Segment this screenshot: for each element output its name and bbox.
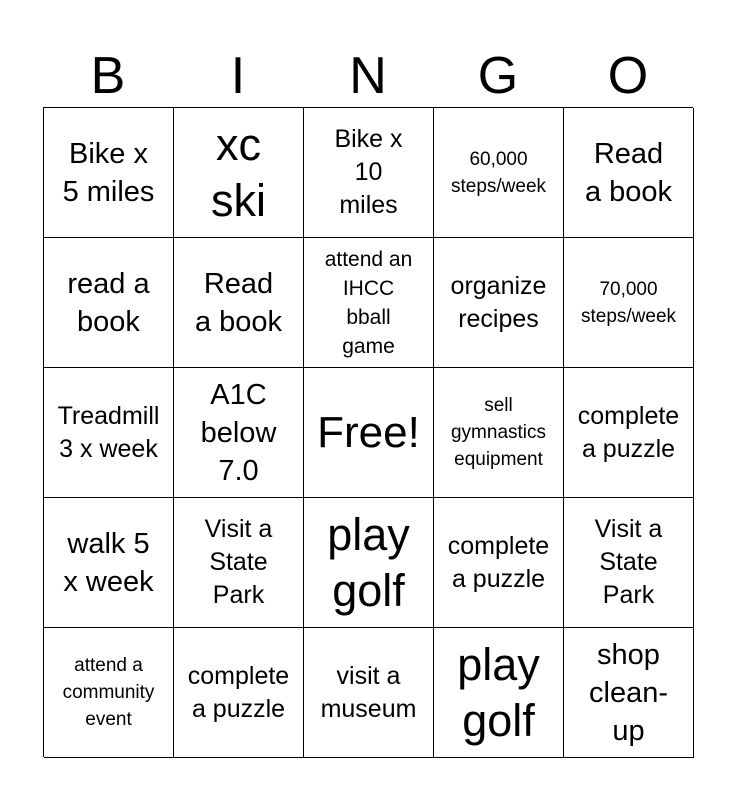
bingo-cell[interactable] — [564, 368, 694, 498]
bingo-cell[interactable] — [564, 108, 694, 238]
bingo-cell-label: Visit a State Park — [204, 515, 273, 609]
bingo-grid — [43, 107, 693, 757]
header-letter-n: N — [349, 47, 387, 105]
bingo-cell[interactable] — [304, 238, 434, 368]
header-letter-i: I — [230, 47, 246, 105]
bingo-cell-label: play golf — [457, 638, 540, 746]
bingo-cell-label: xc ski — [211, 118, 266, 226]
bingo-cell-label: attend a community event — [62, 655, 155, 730]
bingo-cell-label: complete a puzzle — [187, 661, 290, 723]
bingo-cell-label: Bike x 5 miles — [62, 137, 155, 208]
bingo-cell-label: Read a book — [194, 267, 283, 338]
bingo-cell[interactable] — [304, 108, 434, 238]
header-letter-g: G — [477, 47, 519, 105]
bingo-cell[interactable] — [174, 498, 304, 628]
bingo-cell[interactable] — [304, 628, 434, 758]
bingo-cell-label: 60,000 steps/week — [450, 148, 547, 197]
bingo-cell[interactable] — [304, 498, 434, 628]
bingo-cell[interactable] — [44, 238, 174, 368]
bingo-cell[interactable] — [564, 498, 694, 628]
bingo-cell[interactable] — [434, 238, 564, 368]
bingo-cell[interactable] — [434, 108, 564, 238]
bingo-cell[interactable] — [434, 368, 564, 498]
bingo-cell-label: Free! — [317, 407, 420, 457]
header-letter-o: O — [607, 47, 649, 105]
bingo-cell[interactable] — [44, 108, 174, 238]
bingo-cell-label: 70,000 steps/week — [580, 278, 677, 327]
bingo-cell-label: walk 5 x week — [63, 527, 154, 598]
bingo-header — [43, 44, 693, 108]
bingo-cell[interactable] — [174, 628, 304, 758]
bingo-cell-label: Read a book — [584, 137, 673, 208]
bingo-cell-label: Bike x 10 miles — [334, 125, 403, 219]
bingo-cell[interactable] — [174, 238, 304, 368]
bingo-cell[interactable] — [174, 108, 304, 238]
bingo-cell[interactable] — [434, 628, 564, 758]
bingo-cell-label: attend an IHCC bball game — [324, 247, 413, 358]
bingo-cell[interactable] — [44, 498, 174, 628]
bingo-cell-label: complete a puzzle — [447, 531, 550, 593]
bingo-cell-label: organize recipes — [450, 271, 547, 333]
bingo-cell[interactable] — [44, 628, 174, 758]
bingo-cell-label: sell gymnastics equipment — [450, 395, 547, 470]
bingo-cell-label: A1C below 7.0 — [200, 378, 277, 487]
bingo-cell-label: Visit a State Park — [594, 515, 663, 609]
header-letter-b: B — [90, 47, 126, 105]
bingo-cell-label: read a book — [67, 267, 150, 338]
bingo-cell[interactable] — [44, 368, 174, 498]
bingo-cell-label: visit a museum — [320, 661, 417, 723]
bingo-cell[interactable] — [174, 368, 304, 498]
bingo-cell-label: Treadmill 3 x week — [57, 401, 160, 463]
bingo-cell-label: complete a puzzle — [577, 401, 680, 463]
bingo-cell[interactable] — [304, 368, 434, 498]
bingo-cell-label: shop clean- up — [589, 638, 668, 747]
bingo-cell[interactable] — [564, 628, 694, 758]
bingo-cell[interactable] — [564, 238, 694, 368]
bingo-cell[interactable] — [434, 498, 564, 628]
bingo-cell-label: play golf — [327, 508, 410, 616]
